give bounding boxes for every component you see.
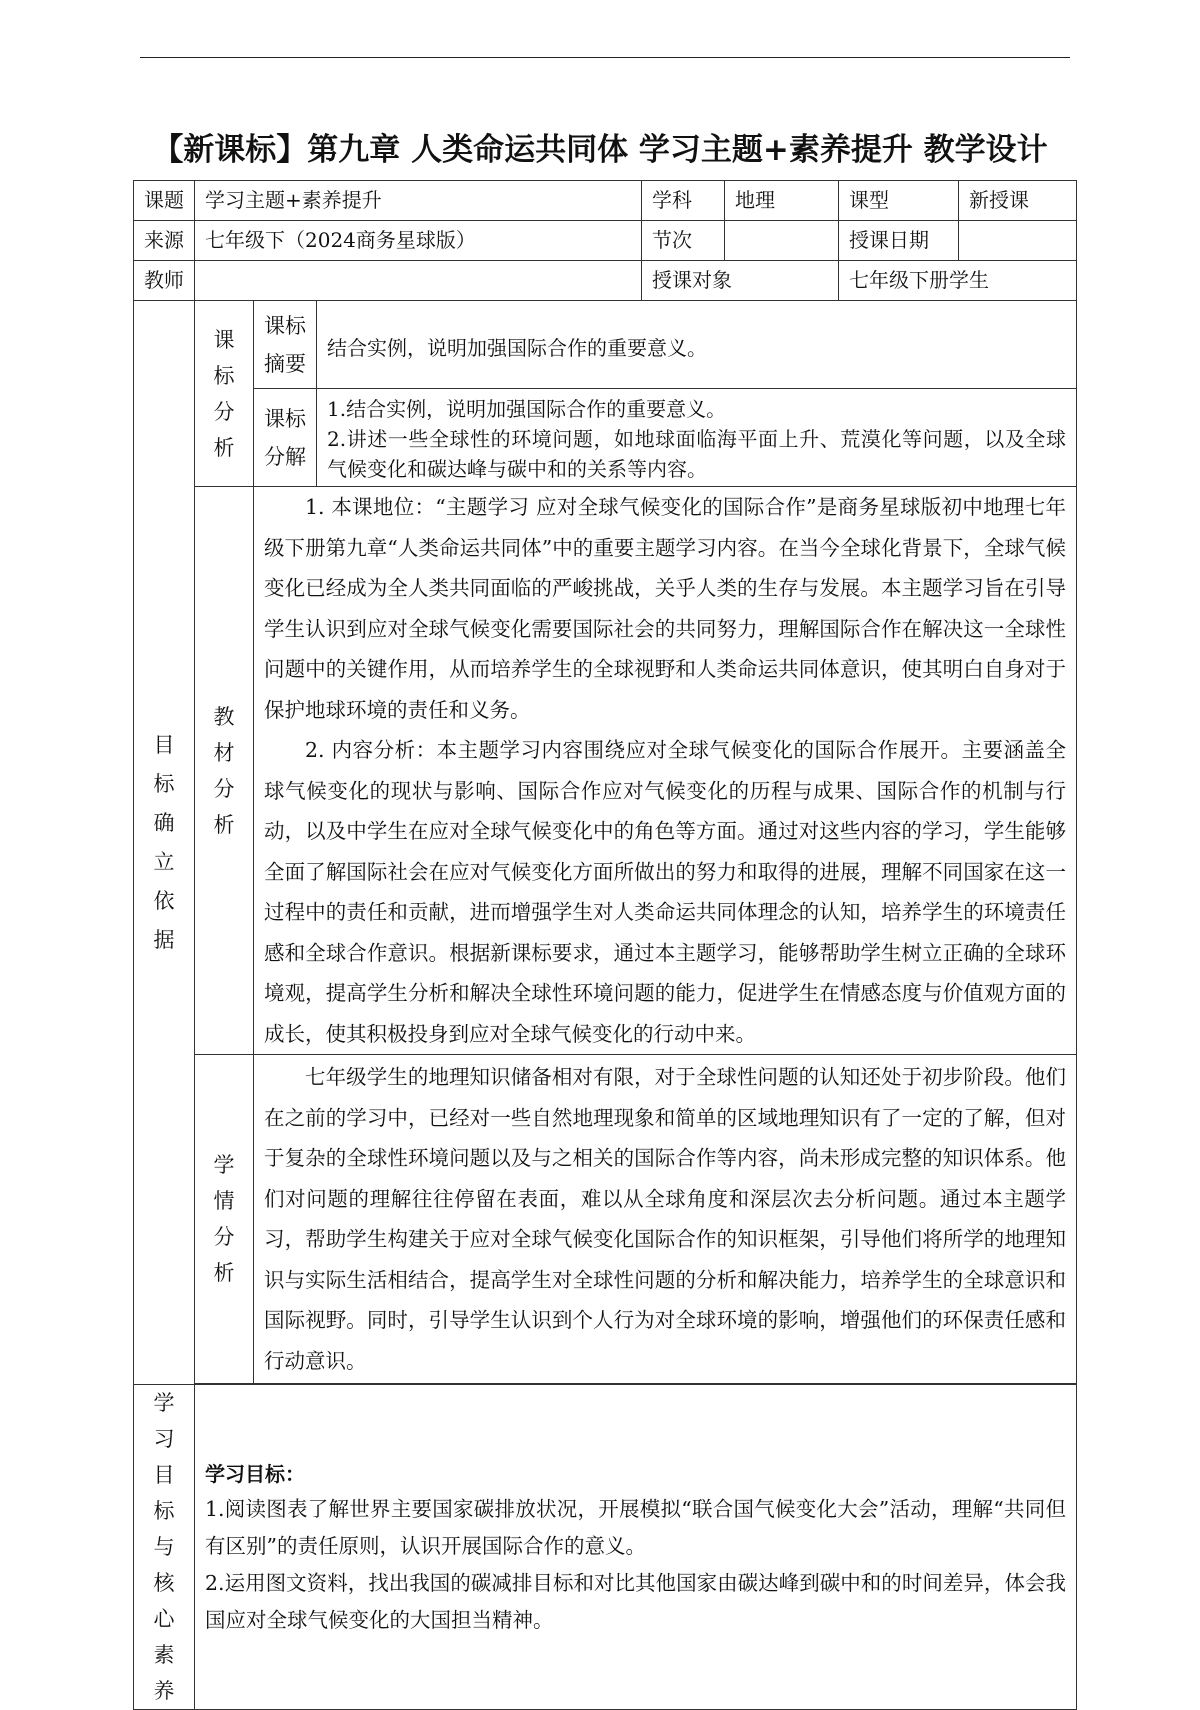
- course-value: 学习主题+素养提升: [195, 181, 642, 221]
- date-label: 授课日期: [839, 221, 959, 261]
- audience-label: 授课对象: [642, 261, 839, 301]
- objective-item: 2.运用图文资料，找出我国的碳减排目标和对比其他国家由碳达峰到碳中和的时间差异，体会我国应对全球气候变化的大国担当精神。: [205, 1571, 1066, 1632]
- textbook-analysis-label: 教 材 分 析: [195, 487, 254, 1055]
- breakdown-label: 课标 分解: [254, 389, 317, 487]
- standard-breakdown-row: [134, 389, 1077, 487]
- textbook-analysis-row: [134, 487, 1077, 1055]
- type-value: 新授课: [959, 181, 1077, 221]
- subject-value: 地理: [725, 181, 839, 221]
- section-value: [725, 221, 839, 261]
- textbook-paragraph: 2. 内容分析：本主题学习内容围绕应对全球气候变化的国际合作展开。主要涵盖全球气候变化的现状与影响、国际合作应对气候变化的历程与成果、国际合作的机制与行动，以及中学生在应对全球气候变化中的角色等方面。通过对这些内容的学习，学生能够全面了解国际社会在应对气候变化方面所做出的努力和取得的进展，理解不同国家在这一过程中的责任和贡献，进而增强学生对人类命运共同体理念的认知，培养学生的环境责任感和全球合作意识。根据新课标要求，通过本主题学习，能够帮助学生树立正确的全球环境观，提高学生分析和解决全球性环境问题的能力，促进学生在情感态度与价值观方面的成长，使其积极投身到应对全球气候变化的行动中来。: [264, 738, 1066, 1046]
- breakdown-item: 1.结合实例，说明加强国际合作的重要意义。: [327, 397, 727, 421]
- breakdown-item: 2.讲述一些全球性的环境问题，如地球面临海平面上升、荒漠化等问题，以及全球气候变化和碳达峰与碳中和的关系等内容。: [327, 427, 1066, 481]
- type-label: 课型: [839, 181, 959, 221]
- objective-item: 1.阅读图表了解世界主要国家碳排放状况，开展模拟“联合国气候变化大会”活动，理解“共同但有区别”的责任原则，认识开展国际合作的意义。: [205, 1497, 1066, 1558]
- info-row-teacher: [134, 261, 1077, 301]
- objectives-row: [134, 1385, 1077, 1710]
- basis-label: 目标 确立 依据: [134, 301, 195, 1385]
- course-label: 课题: [134, 181, 195, 221]
- source-label: 来源: [134, 221, 195, 261]
- audience-value: 七年级下册学生: [839, 261, 1077, 301]
- info-row-source: [134, 221, 1077, 261]
- teacher-value: [195, 261, 642, 301]
- breakdown-text: [317, 389, 1077, 487]
- standard-summary-row: [134, 301, 1077, 389]
- objectives-text: [195, 1385, 1077, 1710]
- summary-text: 结合实例，说明加强国际合作的重要意义。: [317, 301, 1077, 389]
- header-rule: [140, 57, 1070, 58]
- learner-analysis-row: [134, 1055, 1077, 1384]
- objectives-label: 学习 目标 与核 心素 养: [134, 1385, 195, 1710]
- lesson-plan-table: [133, 180, 1077, 1710]
- subject-label: 学科: [642, 181, 725, 221]
- teacher-label: 教师: [134, 261, 195, 301]
- standard-analysis-label: 课 标 分 析: [195, 301, 254, 487]
- textbook-paragraph: 1. 本课地位：“主题学习 应对全球气候变化的国际合作”是商务星球版初中地理七年级下册第九章“人类命运共同体”中的重要主题学习内容。在当今全球化背景下，全球气候变化已经成为全人类共同面临的严峻挑战，关乎人类的生存与发展。本主题学习旨在引导学生认识到应对全球气候变化需要国际社会的共同努力，理解国际合作在解决这一全球性问题中的关键作用，从而培养学生的全球视野和人类命运共同体意识，使其明白自身对于保护地球环境的责任和义务。: [264, 495, 1066, 722]
- section-label: 节次: [642, 221, 725, 261]
- info-row-course: [134, 181, 1077, 221]
- source-value: 七年级下（2024商务星球版）: [195, 221, 642, 261]
- objectives-heading: 学习目标：: [205, 1462, 305, 1486]
- learner-analysis-label: 学 情 分 析: [195, 1055, 254, 1384]
- summary-label: 课标 摘要: [254, 301, 317, 389]
- document-title: 【新课标】第九章 人类命运共同体 学习主题+素养提升 教学设计: [152, 132, 1048, 168]
- date-value: [959, 221, 1077, 261]
- learner-analysis-text: 七年级学生的地理知识储备相对有限，对于全球性问题的认知还处于初步阶段。他们在之前的学习中，已经对一些自然地理现象和简单的区域地理知识有了一定的了解，但对于复杂的全球性环境问题以及与之相关的国际合作等内容，尚未形成完整的知识体系。他们对问题的理解往往停留在表面，难以从全球角度和深层次去分析问题。通过本主题学习，帮助学生构建关于应对全球气候变化国际合作的知识框架，引导他们将所学的地理知识与实际生活相结合，提高学生对全球性问题的分析和解决能力，培养学生的全球意识和国际视野。同时，引导学生认识到个人行为对全球环境的影响，增强他们的环保责任感和行动意识。: [254, 1055, 1077, 1384]
- textbook-analysis-text: [254, 487, 1077, 1055]
